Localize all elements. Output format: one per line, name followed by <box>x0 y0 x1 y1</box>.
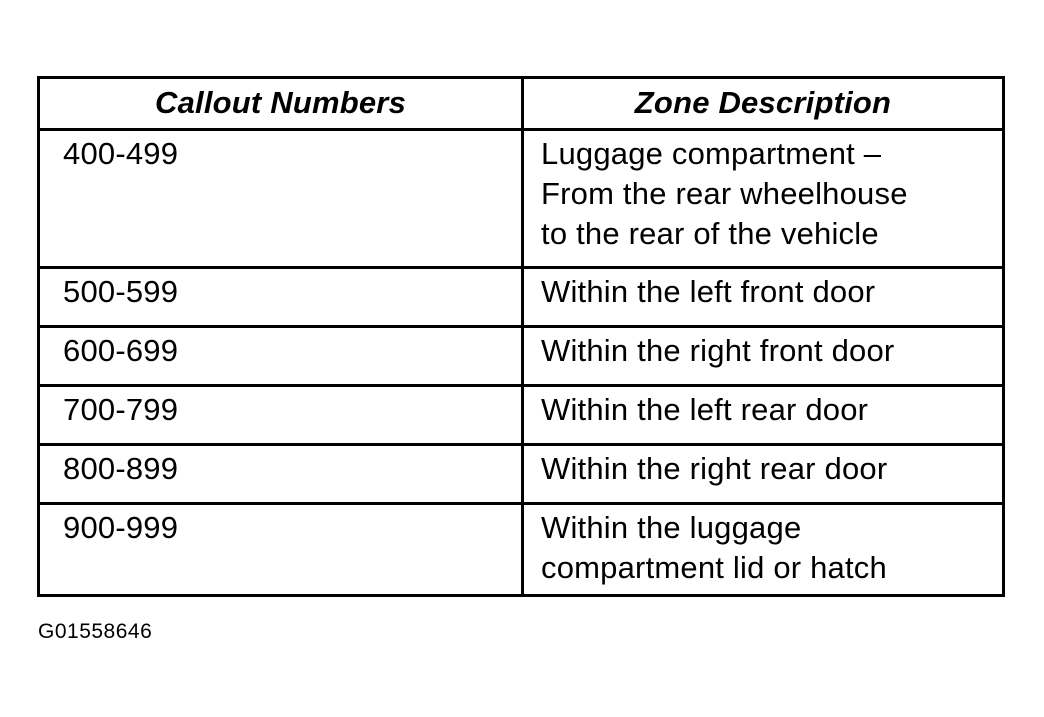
row-5-range: 800-899 <box>40 446 524 505</box>
row-3-range: 600-699 <box>40 328 524 387</box>
row-3-description <box>524 328 1002 387</box>
header-zone-description: Zone Description <box>524 79 1002 131</box>
row-1-description <box>524 131 1002 269</box>
row-6-description-line-2: compartment lid or hatch <box>541 550 887 585</box>
row-2-description <box>524 269 1002 328</box>
callout-zone-table <box>37 76 1005 597</box>
figure-id-label: G01558646 <box>38 620 153 643</box>
row-6-description <box>524 505 1002 594</box>
header-callout-numbers: Callout Numbers <box>40 79 524 131</box>
row-6-description-line-1: Within the luggage <box>541 510 802 545</box>
row-1-description-line-2: From the rear wheelhouse <box>541 176 908 211</box>
row-5-description-line-1: Within the right rear door <box>541 451 888 486</box>
row-1-description-line-1: Luggage compartment – <box>541 136 882 171</box>
row-4-range: 700-799 <box>40 387 524 446</box>
row-5-description <box>524 446 1002 505</box>
row-2-description-line-1: Within the left front door <box>541 274 876 309</box>
row-3-description-line-1: Within the right front door <box>541 333 895 368</box>
row-1-description-line-3: to the rear of the vehicle <box>541 216 879 251</box>
row-2-range: 500-599 <box>40 269 524 328</box>
row-4-description-line-1: Within the left rear door <box>541 392 869 427</box>
row-6-range: 900-999 <box>40 505 524 594</box>
row-1-range: 400-499 <box>40 131 524 269</box>
row-4-description <box>524 387 1002 446</box>
